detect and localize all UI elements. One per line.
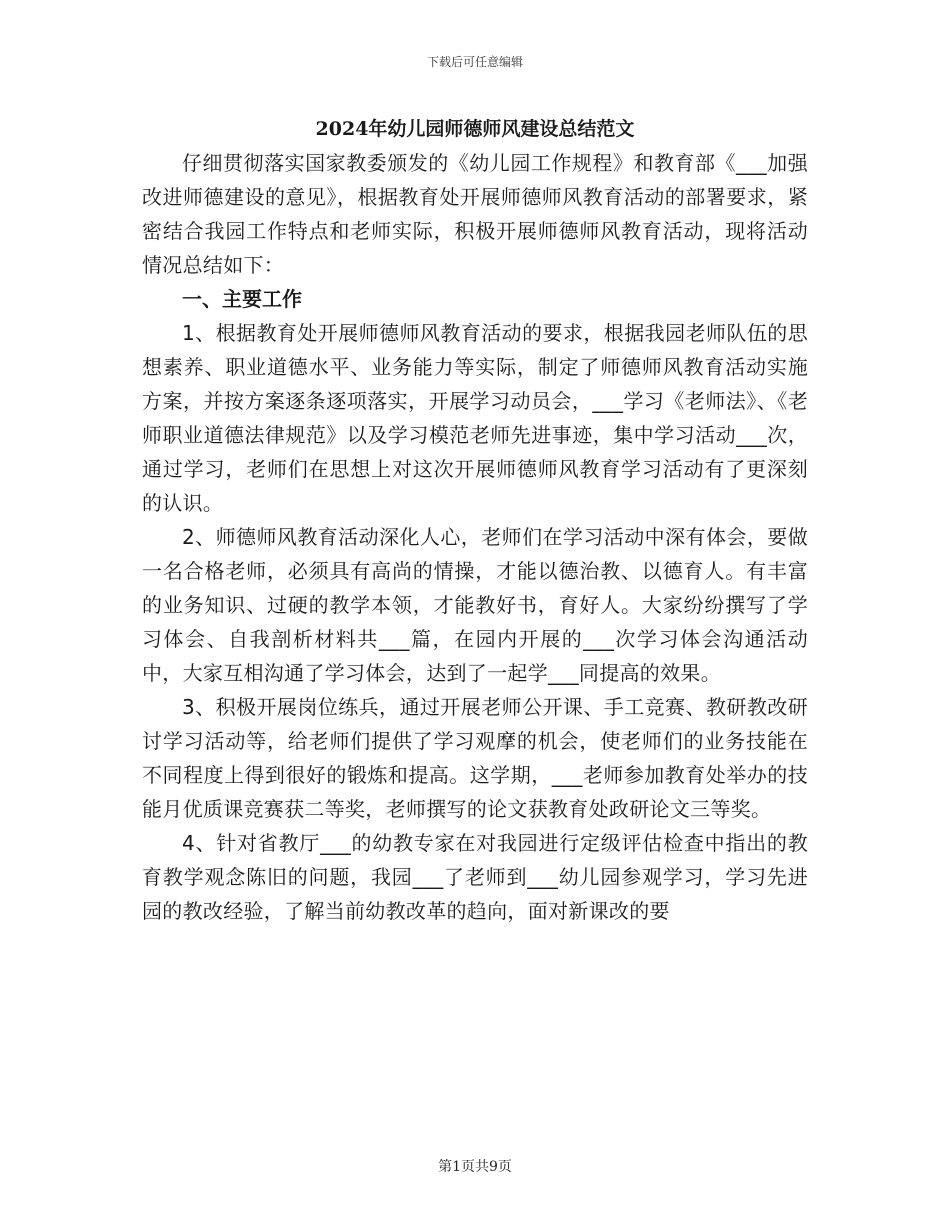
paragraph-item-3: 3、积极开展岗位练兵，通过开展老师公开课、手工竞赛、教研教改研讨学习活动等，给老师们提供了学习观摩的机会，使老师们的业务技能在不同程度上得到很好的锻炼和提高。这学期，___老师参加教育处举办的技能月优质课竞赛获二等奖，老师撰写的论文获教育处政研论文三等奖。 xyxy=(142,695,808,821)
intro-paragraph: 仔细贯彻落实国家教委颁发的《幼儿园工作规程》和教育部《___加强改进师德建设的意见》，根据教育处开展师德师风教育活动的部署要求，紧密结合我园工作特点和老师实际，积极开展师德师风教育活动，现将活动情况总结如下： xyxy=(142,151,808,277)
document-title: 2024年幼儿园师德师风建设总结范文 xyxy=(315,118,635,140)
paragraph-item-4: 4、针对省教厅___的幼教专家在对我园进行定级评估检查中指出的教育教学观念陈旧的问题，我园___了老师到___幼儿园参观学习，学习先进园的教改经验，了解当前幼教改革的趋向，面对新课改的要 xyxy=(142,831,808,923)
paragraph-item-2: 2、师德师风教育活动深化人心，老师们在学习活动中深有体会，要做一名合格老师，必须具有高尚的情操，才能以德治教、以德育人。有丰富的业务知识、过硬的教学本领，才能教好书，育好人。大家纷纷撰写了学习体会、自我剖析材料共___篇，在园内开展的___次学习体会沟通活动中，大家互相沟通了学习体会，达到了一起学___同提高的效果。 xyxy=(142,525,808,685)
document-body xyxy=(142,112,808,928)
page-number: 第1页共9页 xyxy=(438,1159,512,1175)
paragraph-item-1: 1、根据教育处开展师德师风教育活动的要求，根据我园老师队伍的思想素养、职业道德水平、业务能力等实际，制定了师德师风教育活动实施方案，并按方案逐条逐项落实，开展学习动员会，___学习《老师法》、《老师职业道德法律规范》以及学习模范老师先进事迹，集中学习活动___次，通过学习，老师们在思想上对这次开展师德师风教育学习活动有了更深刻的认识。 xyxy=(142,321,808,515)
header-note: 下载后可任意编辑 xyxy=(426,55,523,69)
section-heading-main-work: 一、主要工作 xyxy=(182,287,302,311)
